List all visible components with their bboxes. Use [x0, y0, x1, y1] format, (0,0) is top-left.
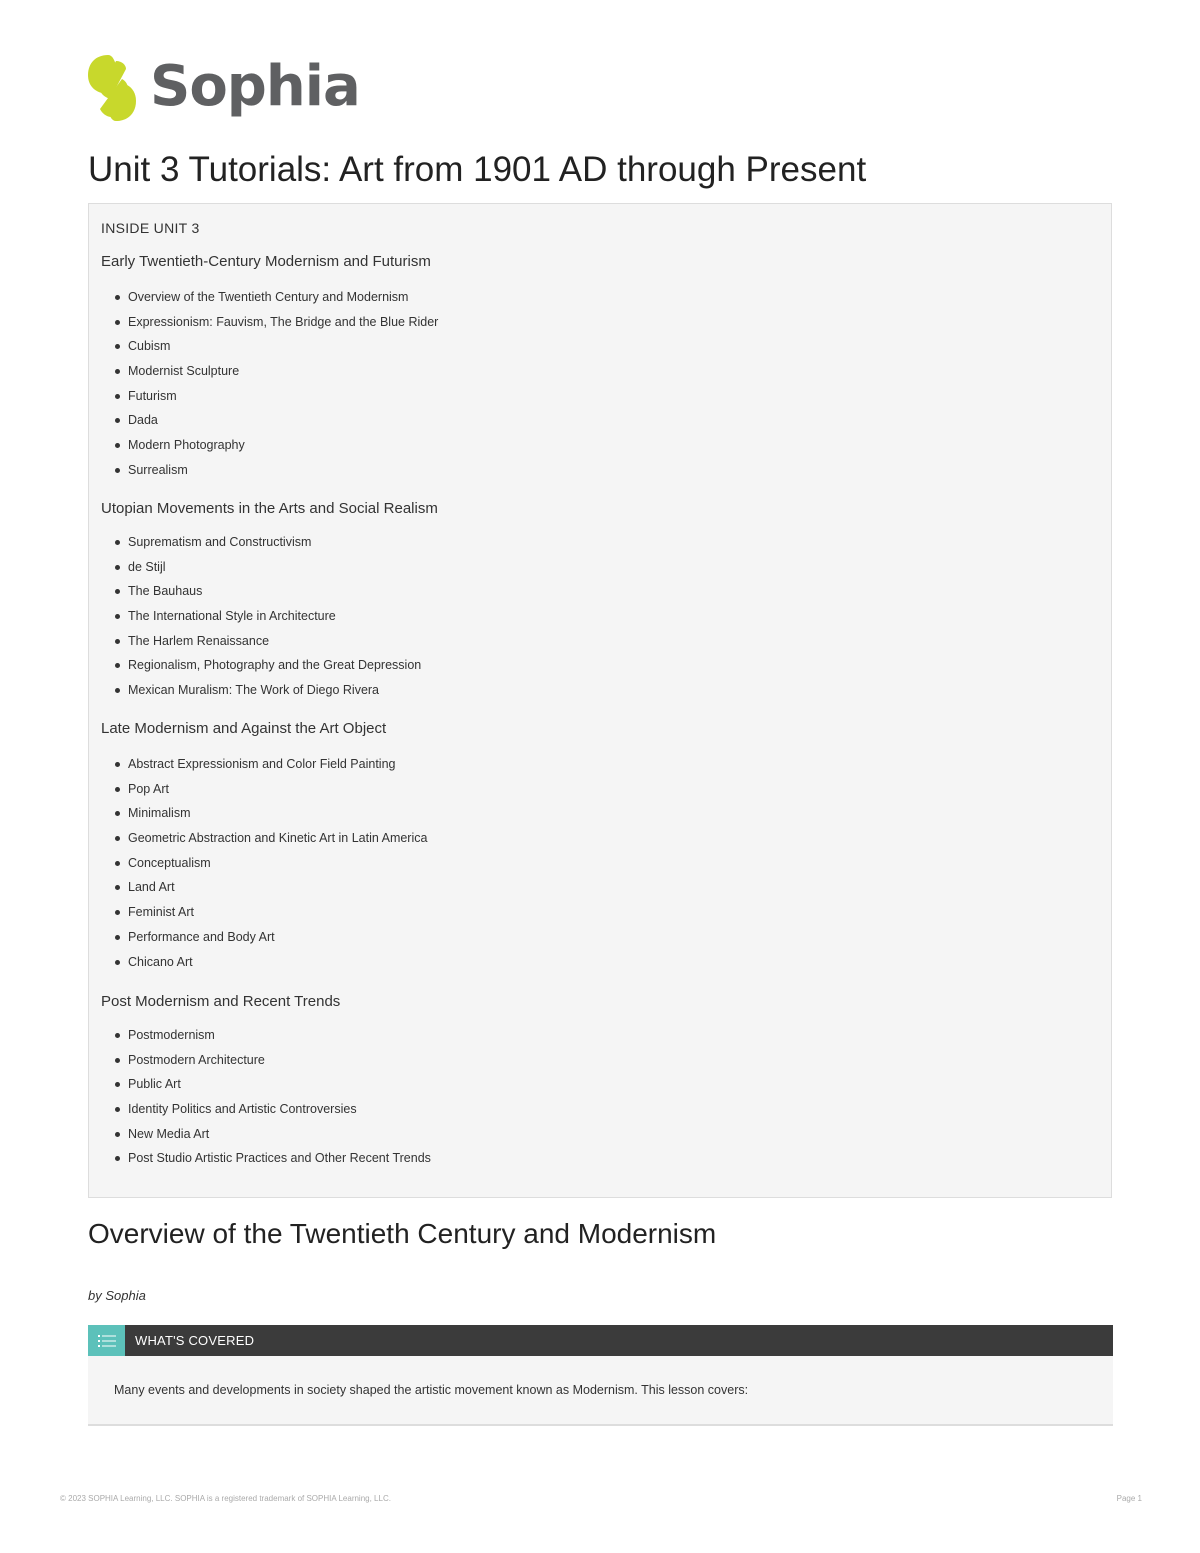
topic-link[interactable]: Surrealism [89, 458, 438, 483]
whats-covered-body [88, 1356, 1113, 1426]
section-heading: Post Modernism and Recent Trends [101, 993, 341, 1010]
bullet-icon [115, 688, 120, 693]
bullet-icon [115, 1156, 120, 1161]
topic-link[interactable]: Identity Politics and Artistic Controversies [89, 1097, 431, 1122]
bullet-icon [115, 885, 120, 890]
bullet-icon [115, 960, 120, 965]
topic-link[interactable]: Dada [89, 408, 438, 433]
topic-link[interactable]: The Harlem Renaissance [89, 629, 421, 654]
topic-link[interactable]: The International Style in Architecture [89, 604, 421, 629]
bullet-icon [115, 344, 120, 349]
topic-link[interactable]: Post Studio Artistic Practices and Other Recent Trends [89, 1146, 431, 1171]
topic-link[interactable]: Futurism [89, 384, 438, 409]
topic-link[interactable]: Modernist Sculpture [89, 359, 438, 384]
bullet-icon [115, 418, 120, 423]
whats-covered-label: WHAT'S COVERED [135, 1333, 255, 1348]
topic-link[interactable]: Pop Art [89, 777, 427, 802]
topic-link[interactable]: Postmodernism [89, 1023, 431, 1048]
bullet-icon [115, 762, 120, 767]
list-icon [88, 1325, 125, 1356]
bullet-icon [115, 295, 120, 300]
footer-copyright: © 2023 SOPHIA Learning, LLC. SOPHIA is a registered trademark of SOPHIA Learning, LLC. [60, 1494, 391, 1503]
section-heading: Early Twentieth-Century Modernism and Futurism [101, 253, 431, 270]
topic-link[interactable]: Minimalism [89, 801, 427, 826]
topic-link[interactable]: Regionalism, Photography and the Great Depression [89, 653, 421, 678]
lesson-byline: by Sophia [88, 1288, 146, 1303]
topic-link[interactable]: Mexican Muralism: The Work of Diego Rivera [89, 678, 421, 703]
section-heading: Late Modernism and Against the Art Object [101, 720, 387, 737]
bullet-icon [115, 1132, 120, 1137]
bullet-icon [115, 540, 120, 545]
bullet-icon [115, 836, 120, 841]
bullet-icon [115, 1033, 120, 1038]
section-heading: Utopian Movements in the Arts and Social Realism [101, 500, 438, 517]
bullet-icon [115, 1058, 120, 1063]
bullet-icon [115, 589, 120, 594]
bullet-icon [115, 910, 120, 915]
topic-link[interactable]: Geometric Abstraction and Kinetic Art in Latin America [89, 826, 427, 851]
topic-link[interactable]: New Media Art [89, 1122, 431, 1147]
topic-link[interactable]: Conceptualism [89, 851, 427, 876]
bullet-icon [115, 787, 120, 792]
sophia-logo-mark-icon [86, 53, 138, 123]
topic-link[interactable]: Overview of the Twentieth Century and Modernism [89, 285, 438, 310]
topic-link[interactable]: Feminist Art [89, 900, 427, 925]
topic-link[interactable]: Cubism [89, 334, 438, 359]
bullet-icon [115, 1082, 120, 1087]
topic-link[interactable]: Land Art [89, 875, 427, 900]
topic-list [89, 285, 438, 483]
topic-link[interactable]: Public Art [89, 1072, 431, 1097]
topic-link[interactable]: Suprematism and Constructivism [89, 530, 421, 555]
unit-title: Unit 3 Tutorials: Art from 1901 AD through Present [88, 150, 867, 189]
topic-link[interactable]: Performance and Body Art [89, 925, 427, 950]
topic-list [89, 752, 427, 974]
bullet-icon [115, 1107, 120, 1112]
topic-link[interactable]: de Stijl [89, 555, 421, 580]
topic-link[interactable]: Abstract Expressionism and Color Field Painting [89, 752, 427, 777]
bullet-icon [115, 443, 120, 448]
bullet-icon [115, 935, 120, 940]
lesson-title: Overview of the Twentieth Century and Modernism [88, 1218, 717, 1249]
bullet-icon [115, 369, 120, 374]
inside-unit-label: INSIDE UNIT 3 [101, 220, 200, 236]
bullet-icon [115, 565, 120, 570]
unit-contents-box [88, 203, 1112, 1198]
bullet-icon [115, 320, 120, 325]
topic-link[interactable]: The Bauhaus [89, 579, 421, 604]
bullet-icon [115, 811, 120, 816]
topic-list [89, 530, 421, 703]
topic-link[interactable]: Chicano Art [89, 950, 427, 975]
sophia-logo [86, 52, 360, 124]
bullet-icon [115, 614, 120, 619]
sophia-logo-text: Sophia [150, 54, 360, 119]
topic-link[interactable]: Expressionism: Fauvism, The Bridge and the Blue Rider [89, 310, 438, 335]
whats-covered-header [88, 1325, 1113, 1356]
whats-covered-text: Many events and developments in society shaped the artistic movement known as Modernism. This lesson covers: [114, 1383, 749, 1397]
bullet-icon [115, 861, 120, 866]
topic-link[interactable]: Modern Photography [89, 433, 438, 458]
bullet-icon [115, 663, 120, 668]
topic-list [89, 1023, 431, 1171]
bullet-icon [115, 468, 120, 473]
topic-link[interactable]: Postmodern Architecture [89, 1048, 431, 1073]
bullet-icon [115, 394, 120, 399]
bullet-icon [115, 639, 120, 644]
footer-page-number: Page 1 [1116, 1494, 1142, 1503]
